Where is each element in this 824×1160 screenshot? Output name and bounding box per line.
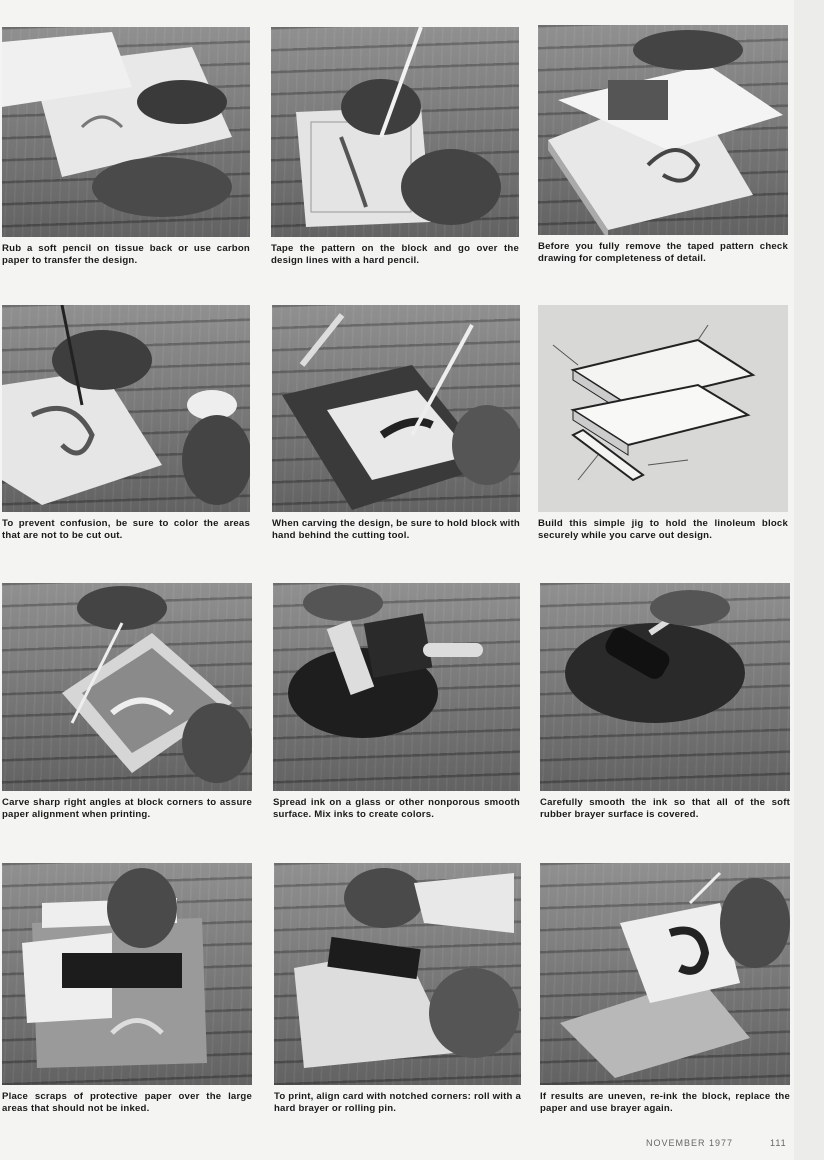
step-5 (272, 305, 520, 542)
step-5-caption: When carving the design, be sure to hold block with hand behind the cutting tool. (272, 518, 520, 541)
page-footer (640, 1132, 790, 1154)
brayer-smoothing-illustration (540, 583, 790, 791)
step-10 (2, 863, 252, 1115)
step-12-caption: If results are uneven, re-ink the block, replace the paper and use brayer again. (540, 1091, 790, 1114)
step-3-caption: Before you fully remove the taped pattern check drawing for completeness of detail. (538, 241, 788, 264)
step-5-photo (272, 305, 520, 512)
step-3 (538, 25, 788, 265)
step-10-photo (2, 863, 252, 1085)
step-2-photo (271, 27, 519, 237)
step-9 (540, 583, 790, 821)
step-6-caption: Build this simple jig to hold the linoleum block securely while you carve out design. (538, 518, 788, 541)
tracing-illustration (2, 27, 250, 237)
step-7-photo (2, 583, 252, 791)
step-3-photo (538, 25, 788, 235)
step-12 (540, 863, 790, 1115)
step-8-photo (273, 583, 520, 791)
pattern-tracing-illustration (271, 27, 519, 237)
step-7 (2, 583, 252, 821)
step-9-caption: Carefully smooth the ink so that all of the soft rubber brayer surface is covered. (540, 797, 790, 820)
step-1-photo (2, 27, 250, 237)
step-6-jig-diagram (538, 305, 788, 512)
step-4-photo (2, 305, 250, 512)
protective-paper-illustration (2, 863, 252, 1085)
coloring-illustration (2, 305, 250, 512)
step-4-caption: To prevent confusion, be sure to color the areas that are not to be cut out. (2, 518, 250, 541)
step-1-caption: Rub a soft pencil on tissue back or use carbon paper to transfer the design. (2, 243, 250, 266)
carving-illustration (272, 305, 520, 512)
step-11-caption: To print, align card with notched corners: roll with a hard brayer or rolling pin. (274, 1091, 521, 1114)
jig-diagram-drawing (538, 305, 788, 512)
step-10-caption: Place scraps of protective paper over the large areas that should not be inked. (2, 1091, 252, 1114)
step-2 (271, 27, 519, 267)
step-8-caption: Spread ink on a glass or other nonporous smooth surface. Mix inks to create colors. (273, 797, 520, 820)
page-margin (794, 0, 824, 1160)
footer-issue-date: NOVEMBER 1977 (646, 1138, 734, 1148)
step-11 (274, 863, 521, 1115)
step-12-photo (540, 863, 790, 1085)
step-6 (538, 305, 788, 542)
step-8 (273, 583, 520, 821)
step-9-photo (540, 583, 790, 791)
pattern-check-illustration (538, 25, 788, 235)
ink-spreading-illustration (273, 583, 520, 791)
peel-print-illustration (540, 863, 790, 1085)
step-4 (2, 305, 250, 542)
step-11-photo (274, 863, 521, 1085)
step-1 (2, 27, 250, 267)
corner-carving-illustration (2, 583, 252, 791)
step-7-caption: Carve sharp right angles at block corners to assure paper alignment when printing. (2, 797, 252, 820)
step-2-caption: Tape the pattern on the block and go over the design lines with a hard pencil. (271, 243, 519, 266)
printing-illustration (274, 863, 521, 1085)
footer-page-number: 111 (770, 1138, 787, 1148)
